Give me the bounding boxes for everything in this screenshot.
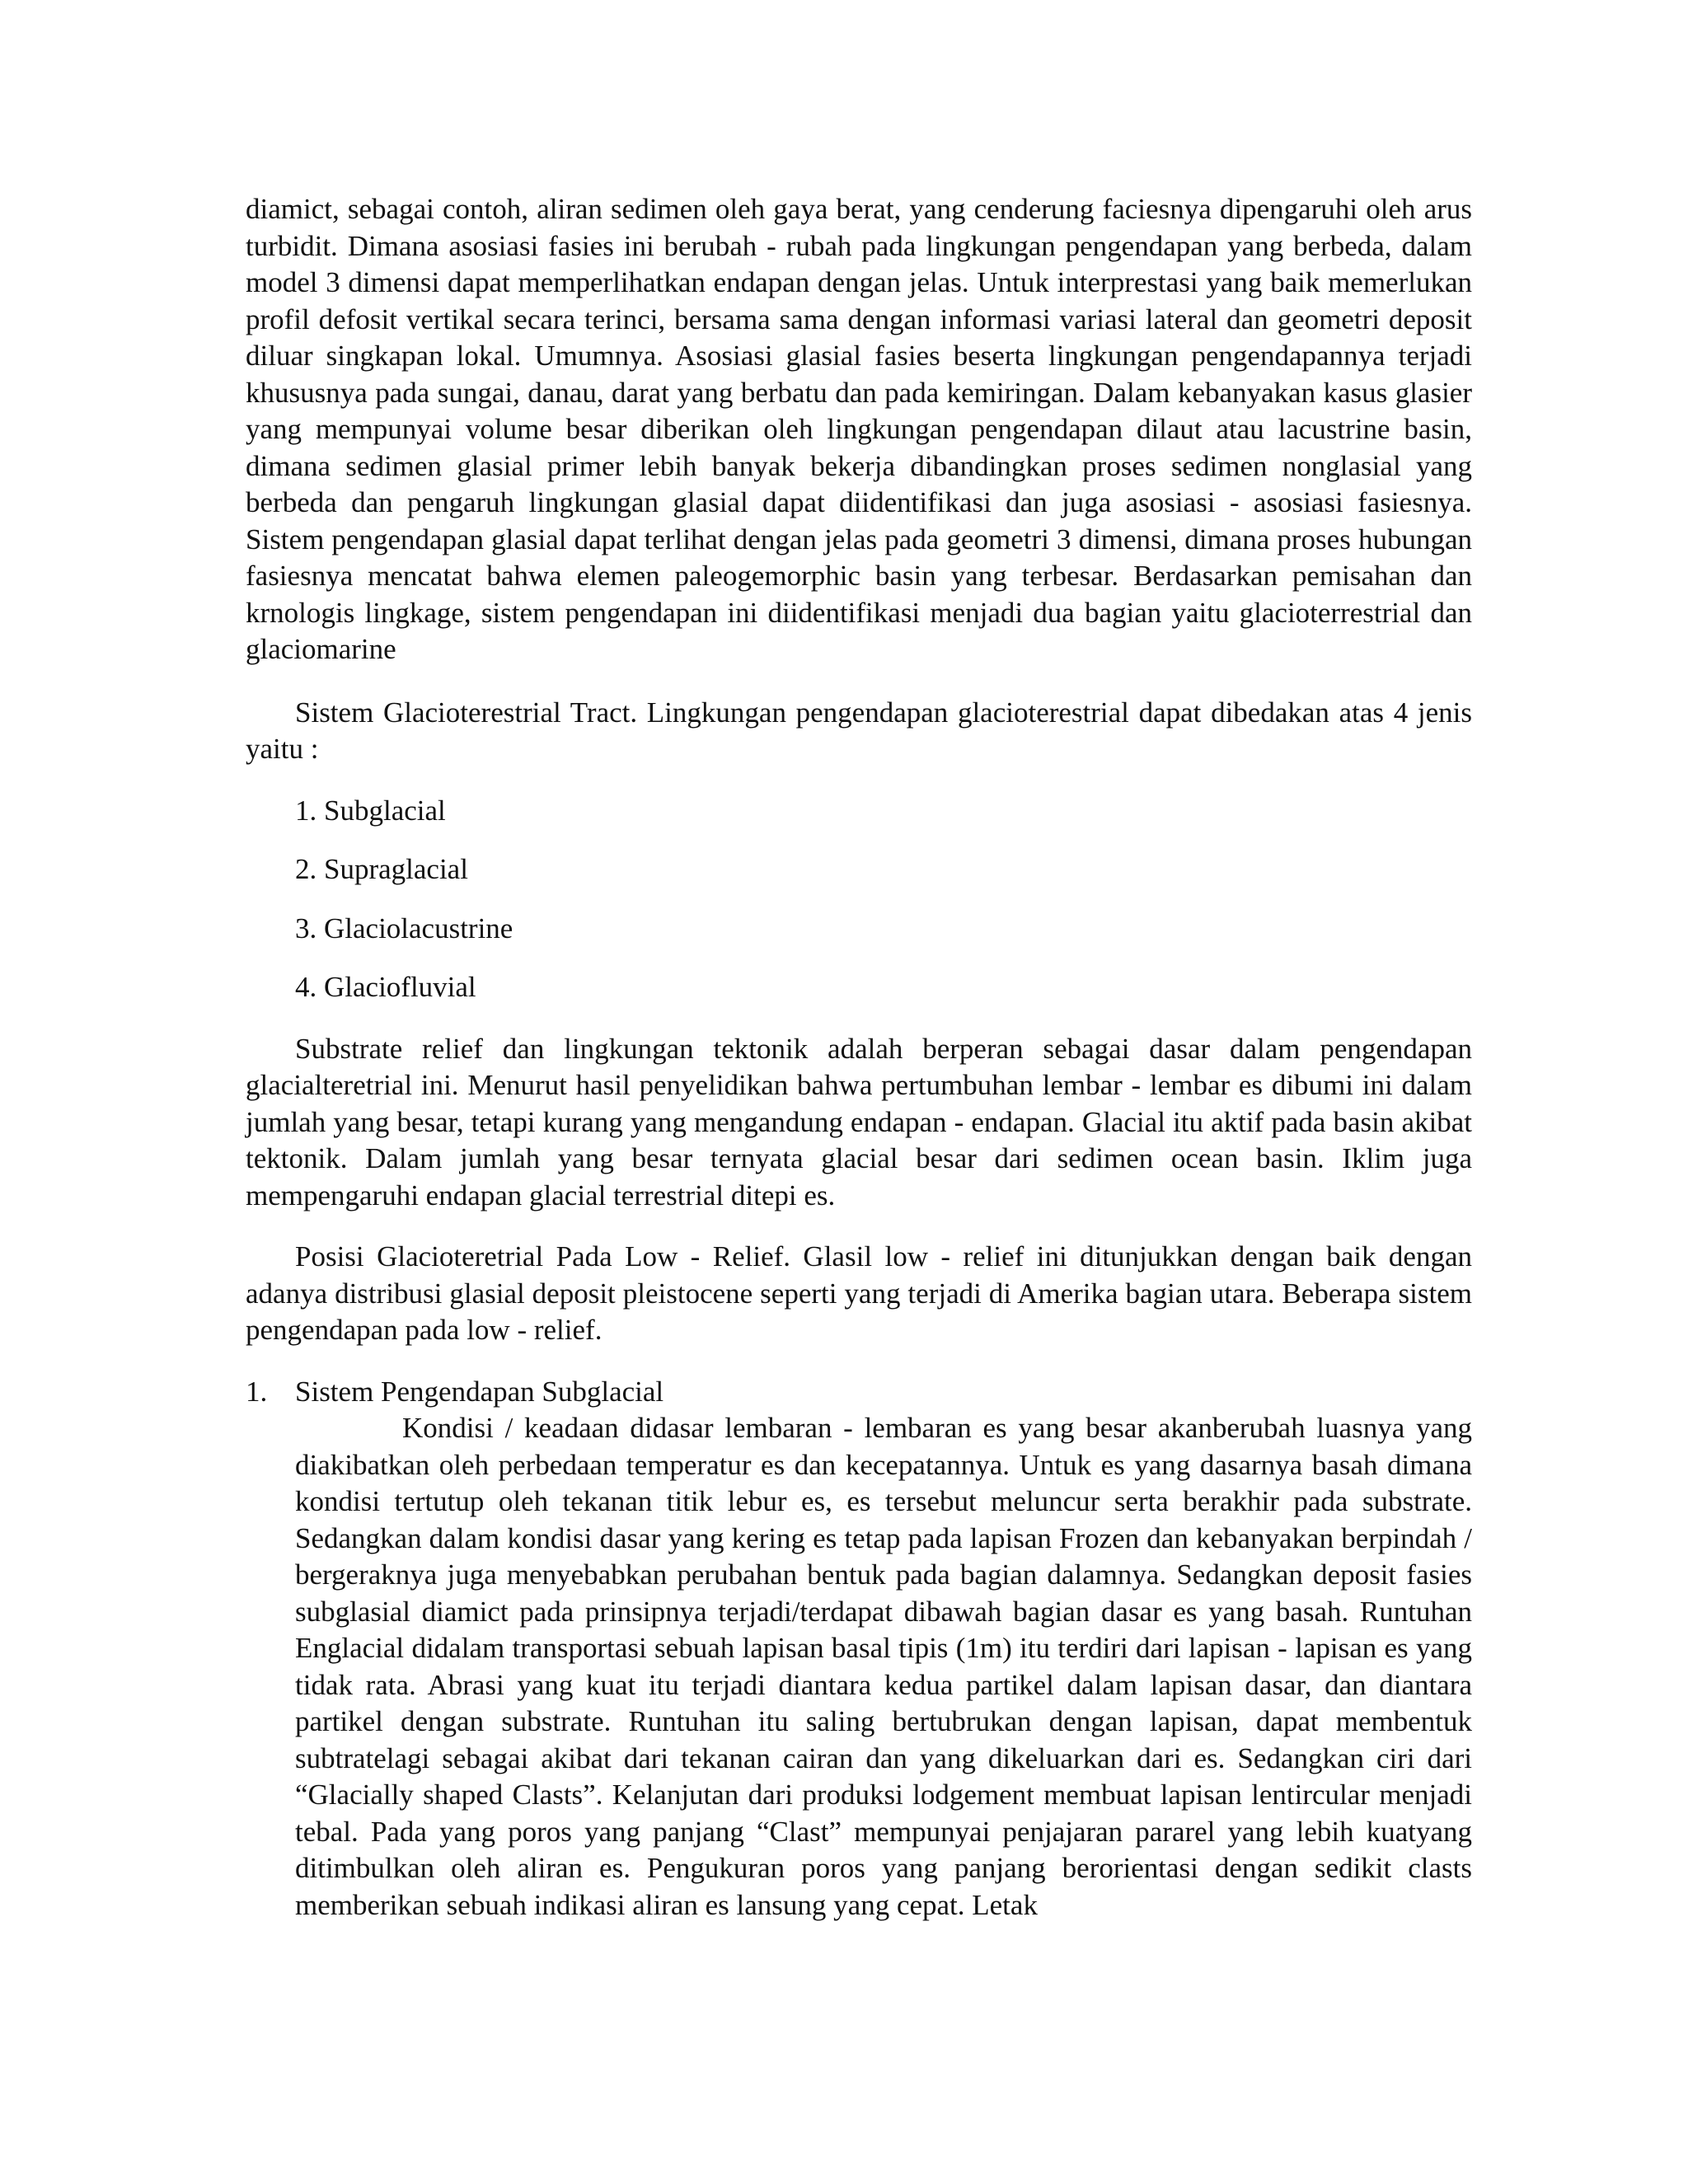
list-item: 1. Subglacial	[295, 794, 446, 827]
list-item: 3. Glaciolacustrine	[295, 912, 513, 944]
environment-list	[246, 793, 1472, 1006]
section-body: Kondisi / keadaan didasar lembaran - lembaran es yang besar akanberubah luasnya yang diakibatkan oleh perbedaan temperatur es dan kecepatannya. Untuk es yang dasarnya basah dimana kondisi tertutup oleh tekanan titik lebur es, es tersebut meluncur serta berakhir pada substrate. Sedangkan dalam kondisi dasar yang kering es tetap pada lapisan Frozen dan kebanyakan berpindah / bergeraknya juga menyebabkan perubahan bentuk pada bagian dalamnya. Sedangkan deposit fasies subglasial diamict pada prinsipnya terjadi/terdapat dibawah bagian dasar es yang basah. Runtuhan Englacial didalam transportasi sebuah lapisan basal tipis (1m) itu terdiri dari lapisan - lapisan es yang tidak rata. Abrasi yang kuat itu terjadi diantara kedua partikel dalam lapisan dasar, dan diantara partikel dengan substrate. Runtuhan itu saling bertubrukan dengan lapisan, dapat membentuk subtratelagi sebagai akibat dari tekanan cairan dan yang dikeluarkan dari es. Sedangkan ciri dari “Glacially shaped Clasts”. Kelanjutan dari produksi lodgement membuat lapisan lentircular menjadi tebal. Pada yang poros yang panjang “Clast” mempunyai penjajaran pararel yang lebih kuatyang ditimbulkan oleh aliran es. Pengukuran poros yang panjang berorientasi dengan sedikit clasts memberikan sebuah indikasi aliran es lansung yang cepat. Letak	[295, 1412, 1472, 1921]
list-item: 4. Glaciofluvial	[295, 971, 476, 1003]
glacioterestrial-tract-paragraph: Sistem Glacioterestrial Tract. Lingkungan pengendapan glacioterestrial dapat dibedakan atas 4 jenis yaitu :	[246, 696, 1472, 765]
document-page	[246, 191, 1472, 1924]
section-heading	[246, 1374, 1472, 1411]
low-relief-paragraph: Posisi Glacioteretrial Pada Low - Relief. Glasil low - relief ini ditunjukkan dengan baik dengan adanya distribusi glasial deposit pleistocene seperti yang terjadi di Amerika bagian utara. Beberapa sistem pengendapan pada low - relief.	[246, 1240, 1472, 1346]
section-subglacial	[246, 1374, 1472, 1924]
list-item: 2. Supraglacial	[295, 853, 468, 885]
section-number: 1.	[246, 1375, 268, 1408]
section-title: Sistem Pengendapan Subglacial	[295, 1375, 664, 1408]
substrate-relief-paragraph: Substrate relief dan lingkungan tektonik adalah berperan sebagai dasar dalam pengendapan glacialteretrial ini. Menurut hasil penyelidikan bahwa pertumbuhan lembar - lembar es dibumi ini dalam jumlah yang besar, tetapi kurang yang mengandung endapan - endapan. Glacial itu aktif pada basin akibat tektonik. Dalam jumlah yang besar ternyata glacial besar dari sedimen ocean basin. Iklim juga mempengaruhi endapan glacial terrestrial ditepi es.	[246, 1032, 1472, 1212]
intro-paragraph: diamict, sebagai contoh, aliran sedimen oleh gaya berat, yang cenderung faciesnya dipengaruhi oleh arus turbidit. Dimana asosiasi fasies ini berubah - rubah pada lingkungan pengendapan yang berbeda, dalam model 3 dimensi dapat memperlihatkan endapan dengan jelas. Untuk interprestasi yang baik memerlukan profil defosit vertikal secara terinci, bersama sama dengan informasi variasi lateral dan geometri deposit diluar singkapan lokal. Umumnya. Asosiasi glasial fasies beserta lingkungan pengendapannya terjadi khususnya pada sungai, danau, darat yang berbatu dan pada kemiringan. Dalam kebanyakan kasus glasier yang mempunyai volume besar diberikan oleh lingkungan pengendapan dilaut atau lacustrine basin, dimana sedimen glasial primer lebih banyak bekerja dibandingkan proses sedimen nonglasial yang berbeda dan pengaruh lingkungan glasial dapat diidentifikasi dan juga asosiasi - asosiasi fasiesnya. Sistem pengendapan glasial dapat terlihat dengan jelas pada geometri 3 dimensi, dimana proses hubungan fasiesnya mencatat bahwa elemen paleogemorphic basin yang terbesar. Berdasarkan pemisahan dan krnologis lingkage, sistem pengendapan ini diidentifikasi menjadi dua bagian yaitu glacioterrestrial dan glaciomarine	[246, 193, 1472, 665]
